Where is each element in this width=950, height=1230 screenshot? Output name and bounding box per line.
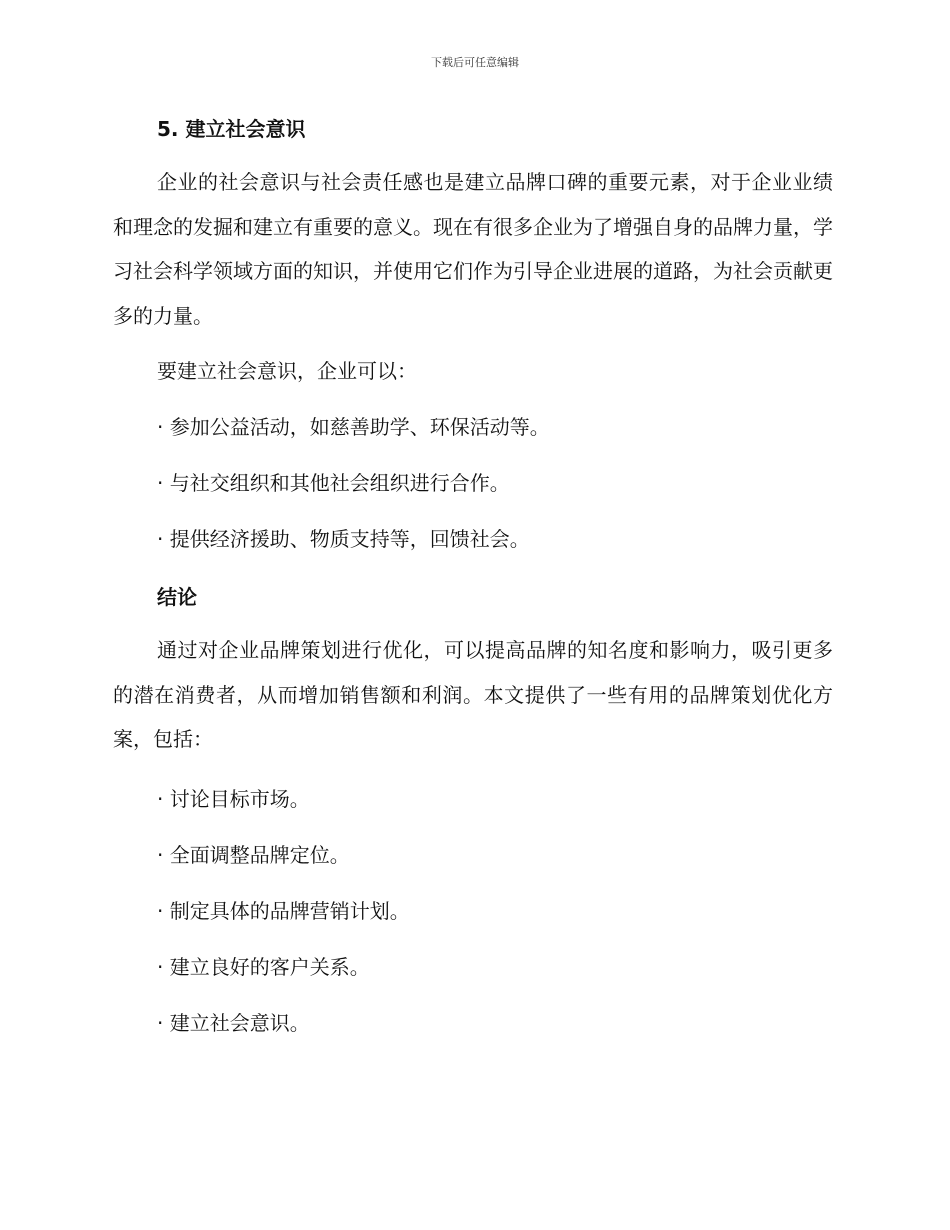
bullet-item: · 与社交组织和其他社会组织进行合作。: [157, 471, 510, 495]
bullet-item: · 提供经济援助、物质支持等，回馈社会。: [157, 527, 530, 551]
bullet-item: · 建立社会意识。: [157, 1010, 310, 1035]
section-intro: 要建立社会意识，企业可以：: [157, 359, 417, 383]
conclusion-paragraph: 通过对企业品牌策划进行优化，可以提高品牌的知名度和影响力，吸引更多的潜在消费者，从而增加销售额和利润。本文提供了一些有用的品牌策划优化方案，包括：: [113, 638, 833, 751]
bullet-item: · 制定具体的品牌营销计划。: [157, 898, 410, 923]
section-paragraph: 企业的社会意识与社会责任感也是建立品牌口碑的重要元素，对于企业业绩和理念的发掘和建立有重要的意义。现在有很多企业为了增强自身的品牌力量，学习社会科学领域方面的知识，并使用它们作为引导企业进展的道路，为社会贡献更多的力量。: [113, 170, 833, 328]
page-header-note: 下载后可任意编辑: [431, 56, 519, 69]
conclusion-heading: 结论: [157, 585, 197, 609]
bullet-item: · 全面调整品牌定位。: [157, 842, 350, 867]
document-body: [113, 110, 833, 1042]
bullet-item: · 参加公益活动，如慈善助学、环保活动等。: [157, 415, 550, 439]
section-heading: 5. 建立社会意识: [157, 117, 306, 141]
bullet-item: · 建立良好的客户关系。: [157, 954, 370, 979]
bullet-item: · 讨论目标市场。: [157, 786, 310, 811]
